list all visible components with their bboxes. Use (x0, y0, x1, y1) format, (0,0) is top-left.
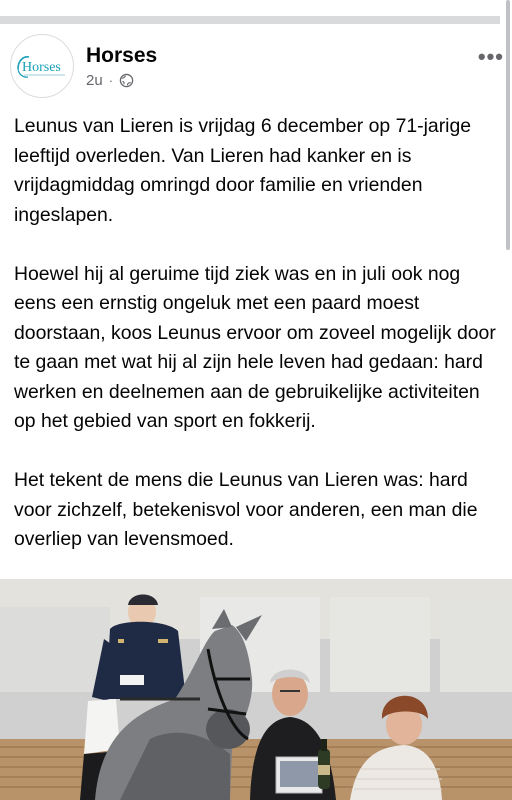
more-options-icon[interactable]: ••• (477, 44, 504, 69)
post-paragraph: Het tekent de mens die Leunus van Lieren was: hard voor zichzelf, betekenisvol voor anderen, een man die overliep van levensmoed. (14, 469, 478, 550)
post-meta (86, 72, 134, 89)
horses-logo-icon (11, 35, 74, 98)
page-name[interactable]: Horses (86, 44, 158, 67)
post-paragraph: Hoewel hij al geruime tijd ziek was en in juli ook nog eens een ernstig ongeluk met een paard moest doorstaan, koos Leunus ervoor om zoveel mogelijk door te gaan met wat hij al zijn hele leven had gedaan: hard werken en deelnemen aan de gebruikelijke activiteiten op het gebied van sport en fokkerij. (14, 262, 496, 432)
svg-text:Horses: Horses (22, 60, 61, 75)
post-time[interactable]: 2u (86, 72, 103, 89)
globe-icon (119, 73, 134, 88)
post-body (14, 112, 499, 584)
feed-divider (0, 16, 500, 24)
post-paragraph: Leunus van Lieren is vrijdag 6 december op 71-jarige leeftijd overleden. Van Lieren had kanker en is vrijdagmiddag omringd door familie en vrienden ingeslapen. (14, 115, 472, 226)
scrollbar[interactable] (506, 0, 510, 250)
page-avatar[interactable] (10, 34, 74, 98)
meta-separator: · (108, 73, 114, 88)
post-photo[interactable] (0, 579, 512, 800)
